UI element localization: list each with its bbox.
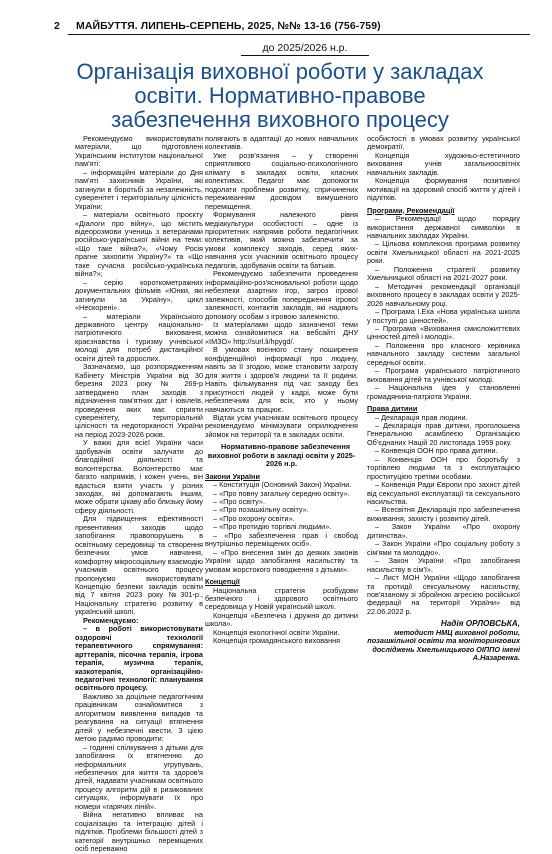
list-item: Концепція «Безпечна і дружня до дитини школа». [205, 610, 358, 629]
paragraph: Рекомендуємо забезпечити проведення інформаційно-роз'яснювальної роботи щодо небезпеки азартних ігор, загроз ігрової залежності, способів попередження ігрової залежності, контактів закладів, які надають допомогу особам з ігровою залежністю. [205, 269, 358, 321]
list-item: – «Про позашкільну освіту». [213, 505, 309, 515]
list-item: – Всесвітня Декларація про забезпечення виживання, захисту і розвитку дітей. [367, 505, 520, 523]
list-item: – «Про внесення змін до деяких законів України щодо запобігання насильству та умовам жорстокого поводження з дітьми». [205, 547, 358, 574]
section-title: Нормативно-правове забезпечення виховної роботи в закладі освіти у 2025-2026 н.р. [207, 442, 356, 469]
list-item: – Конвенція ООН про права дитини. [375, 446, 498, 456]
paragraph: Концепція формування позитивної мотивації на здоровий спосіб життя у дітей і підлітків. [367, 176, 520, 203]
list-item: – «Про протидію торгівлі людьми». [213, 522, 332, 532]
paragraph: Для підвищення ефективності превентивних заходів щодо запобігання правопорушень в освітньому середовищі та створення безпечних умов навчання, комфортну мікросоціальну взаємодію учасників освітнього процесу пропонуємо використовувати Концепцію безпеки закладів освіти від 7 квітня 2023 року №301-р., Національну стратегію розвитку в українській школі. [75, 514, 203, 617]
list-item: – Закон України «Про соціальну роботу з сім'ями та молоддю». [367, 539, 520, 557]
list-item: – Положення стратегії розвитку Хмельницької області на 2021-2027 роки. [367, 264, 520, 283]
list-item: – Декларація прав людини. [375, 412, 468, 422]
list-item: – «Про охорону освіти». [213, 513, 295, 523]
page-number: 2 [54, 20, 60, 32]
list-item: – Методичні рекомендації організації виховного процесу в закладах освіти у 2025-2026 навчальному році. [367, 281, 520, 308]
list-item: – Конвенція ООН про боротьбу з торгівлею людьми та з експлуатацією проституцією третіми особами. [367, 454, 520, 481]
list-item: – Декларація прав дитини, проголошена Генеральною асамблеєю Організацією Об'єднаних Націй 20 листопада 1959 року. [367, 420, 520, 447]
paragraph: Важливо за доцільне педагогічним працівникам ознайомитися з алгоритмом виявлення випадків та реагування на ситуації втягнення дітей у небезпечні квести. З цією метою радимо проводити: [75, 691, 203, 744]
author-name: Надія ОРЛОВСЬКА, [440, 619, 520, 629]
issue-subheading: до 2025/2026 н.р. [241, 42, 369, 56]
list-item: – Конституція (Основний Закон) України. [213, 480, 352, 490]
list-item: – Рекомендації щодо порядку використання державної символіки в навчальних закладах України. [367, 214, 520, 240]
concepts-heading: Концепції [205, 577, 240, 587]
paragraph: Формування належного рівня медіакультури особистості – одне із пріоритетних напрямів роботи педагогічних колективів, який можна забезпечити за умови комплексу заходів, серед яких-навчання усіх учасників освітнього процесу педагогів, здобувачів освіти та батьків. [205, 210, 358, 270]
article-title: Організація виховної роботи у закладах освіти. Нормативно-правове забезпечення виховного процесу [76, 59, 484, 132]
list-item: Національна стратегія розбудови безпечного і здорового освітнього середовища у Новій українській школі. [205, 585, 358, 612]
column-3 [367, 135, 520, 747]
paragraph: У важкі для всієї України часи здобувачів освіти залучати до благодійної діяльності та волонтерства. Волонтерство має багато напрямків, і кожен учень, він вдасться взяти участь у різних заходах, які допомагають іншим, може обрати цікаву або близьку йому сферу діяльності. [75, 438, 203, 515]
paragraph: – годинні спілкування з дітьми для запобігання їх втягненню до неформальних угрупувань, небезпечних для життя та здоров'я дітей, надавати учасникам освітнього процесу алгоритм дій в ризикованих ситуаціях, інформувати їх про номери «гарячих ліній». [75, 742, 203, 811]
recommendation-heading: Рекомендуємо: [83, 615, 139, 625]
paragraph: – матеріали Українського державного центру національно-патріотичного виховання, краєзнавства і туризму учнівської молоді для потреб дистанційної освіти дітей та дорослих. [75, 311, 203, 363]
list-item: – Цільова комплексна програма розвитку освіти Хмельницької області на 2021-2025 роки. [367, 239, 520, 266]
list-item: – Програма українського патріотичного виховання дітей та учнівської молоді. [367, 366, 520, 384]
list-item: – «Про забезпечення прав і свобод внутрішньо переміщених осіб». [205, 530, 358, 549]
paragraph: Із матеріалами щодо зазначеної теми можна ознайомитися на вебсайті ДНУ «ІМЗО» http://surl.li/hpygd/. [205, 319, 358, 346]
list-item: – «Про повну загальну середню освіту». [213, 488, 350, 498]
list-item: – Конвенція Ради Європи про захист дітей від сексуальної експлуатації та сексуального насильства. [367, 480, 520, 507]
list-item: – Програма І.Еха «Нова українська школа у поступі до цінностей». [367, 307, 520, 325]
column-2 [205, 135, 358, 747]
page-header [54, 20, 530, 35]
paragraph: В умовах воєнного стану поширення конфіденційної інформації про людину, навіть за її згодою, може становити загрозу для життя і здоров'я людини та її родини. Навіть фільмування під час заходу без присутності людей у кадрі, може бути небезпечним для всіх, хто у ньому навчаються та працює. [205, 345, 358, 414]
list-item: Концепція екологічної освіти України. [213, 627, 340, 637]
paragraph: особистості в умовах розвитку української демократії. [367, 134, 520, 152]
publication-title: МАЙБУТТЯ. ЛИПЕНЬ-СЕРПЕНЬ, 2025, №№ 13-16 (756-759) [76, 20, 381, 32]
paragraph: – інформаційні матеріали до Дня пам'яті захисників України, які загинули в боротьбі за незалежність, суверенітет і територіальну цілісність України; [75, 167, 203, 211]
paragraph: Концепція художньо-естетичного виховання учнів загальноосвітніх навчальних закладів. [367, 150, 520, 177]
list-item: – Лист МОН України «Щодо запобігання та протидії сексуальному насильству, пов'язаному зі збройною агресією російської федерації на території України» від 22.06.2022 р. [367, 573, 520, 616]
rights-heading: Права дитини [367, 404, 418, 414]
list-item: – Положення про класного керівника навчального закладу системи загальної середньої освіти. [367, 340, 520, 367]
column-1 [75, 134, 203, 854]
list-item: – Закон України «Про запобігання насильству в сім'ї». [367, 556, 520, 574]
list-item: – «Про освіту». [213, 497, 265, 507]
list-item: – Національна ідея у становленні громадянина-патріота України. [367, 383, 520, 401]
paragraph: Війна негативно впливає на соціалізацію та інтеграцію дітей і підлітків. Проблеми більшості дітей з категорії внутрішньо переміщених осіб переважно [75, 810, 203, 854]
author-signature [367, 620, 520, 662]
paragraph: – в роботі використовувати оздоровчі технології терапевтичного спрямування: арттерапія, пісочна терапія, ігрова терапія, музична терапія, казкотерапія, організаційно-педагогічні технології: планування освітнього процесу. [75, 624, 203, 693]
paragraph: Рекомендуємо використовувати матеріали, що підготовлені Українським інститутом національної пам'яті: [75, 134, 203, 169]
author-role: методист НМЦ виховної роботи, позашкільної освіти та моніторингових досліджень Хмельницького ОІППО імені А.Назаренка. [367, 627, 520, 663]
paragraph: – серію короткометражних документальних фільмів «Юнки, які загинули за Україну», цикл «Нескорені». [75, 277, 203, 313]
laws-heading: Закони України [205, 471, 260, 481]
paragraph: полягають в адаптації до нових навчальних колективів. [205, 134, 358, 152]
list-item: – Програма «Виховання смисложиттєвих цінностей дітей і молоді». [367, 323, 520, 342]
paragraph: Уже розв'язання – у створенні сприятливого соціально-психологічного клімату в закладах освіти, класних колективах. Педагог має допомогти подолати проблеми розвитку, спричинених переживанням досвідом вимушеного переміщення. [205, 150, 358, 211]
list-item: Концепція громадянського виховання [213, 636, 341, 646]
paragraph: – матеріали освітнього проєкту «Діалоги про війну», що містить відеорозмови учениць з ветеранами російсько-української війни на теми: «Що таке війна?», «Чому Росія прагне захопити Україну?» та «Що таке сучасна російсько-українська війна?»; [75, 210, 203, 279]
paragraph: Відтак усім учасникам освітнього процесу рекомендуємо мінімізувати оприлюднення зйомок на території та в закладах освіти. [205, 412, 358, 439]
paragraph: Зазначаємо, що розпорядженням Кабінету Міністрів України від 30 березня 2023 року № 269-р затверджено план заходів з відзначення пам'ятних дат і ювілеїв, проведення яких має сприяти суверенітету, територіальній цілісності та недоторканості України на період 2023-2026 років. [75, 362, 203, 439]
list-item: – Закон України «Про охорону дитинства». [367, 522, 520, 540]
programs-heading: Програми, Рекомендації [367, 205, 455, 215]
